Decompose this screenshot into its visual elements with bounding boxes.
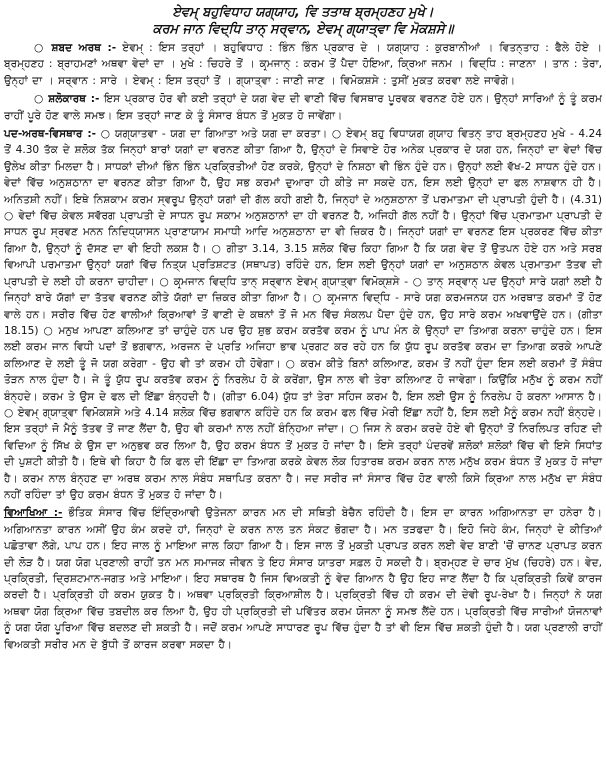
- shabad-arth-text: ਏਵਮ੍ : ਇਸ ਤਰ੍ਹਾਂ । ਬਹੁਵਿਧਾਹ : ਭਿੰਨ ਭਿੰਨ ਪ੍ਰਕਾਰ ਦੇ । ਯਗ੍ਯਾਹ : ਕੁਰਬਾਨੀਆਂ । ਵਿਤਨ੍ਤਾਹ : ਫੈਲੇ ਹੋਏ । ਬ੍ਰਮ੍ਹਣਹ : ਬ੍ਰਾਹਮਣਾਂ ਅਥਵਾ ਵੇਦਾਂ ਦਾ । ਮੁਖੇ : ਚਿਹਰੇ ਤੋਂ । ਕਰ੍ਮਜਾਨ੍ : ਕਰਮ ਤੋਂ ਪੈਦਾ ਹੋਇਆ, ਕ੍ਰਿਆ ਜਨਮ । ਵਿਦ੍ਧਿ : ਜਾਣਨਾ । ਤਾਨ : ਤੇਰਾ, ਉਨ੍ਹਾਂ ਦਾ । ਸਰ੍ਵਾਨ : ਸਾਰੇ । ਏਵਮ੍ : ਇਸ ਤਰ੍ਹਾਂ ਤੋਂ । ਗ੍ਯਾਤ੍ਵਾ : ਜਾਣੀ ਜਾਣ । ਵਿਮੋਕਸ਼ਸੇ : ਤੁਸੀਂ ਮੁਕਤ ਕਰਵਾ ਲਏ ਜਾਵੋਗੇ।: [4, 42, 603, 87]
- viakhia-paragraph: [4, 505, 602, 653]
- viakhia-label: ਵਿਆਖਿਆ :-: [4, 507, 63, 520]
- shabad-arth-paragraph: [4, 40, 602, 89]
- shlokarth-paragraph: [4, 91, 602, 124]
- viakhia-text: ਭੌਤਿਕ ਸੰਸਾਰ ਵਿੱਚ ਇੰਦ੍ਰਿਆਵੀ ਉਤੇਜਨਾ ਕਾਰਨ ਮਨ ਦੀ ਸਥਿਤੀ ਬੇਚੈਨ ਰਹਿੰਦੀ ਹੈ। ਇਸ ਦਾ ਕਾਰਨ ਅਗਿਆਨਤਾ ਦਾ ਹਨੇਰਾ ਹੈ। ਅਗਿਆਨਤਾ ਕਾਰਨ ਅਸੀਂ ਉਹ ਕੰਮ ਕਰਦੇ ਹਾਂ, ਜਿਨ੍ਹਾਂ ਦੇ ਕਰਨ ਨਾਲ ਤਨ ਸੰਕਟ ਭੋਗਦਾ ਹੈ। ਮਨ ਤੜਫਦਾ ਹੈ। ਇਹੋ ਜਿਹੇ ਕੰਮ, ਜਿਨ੍ਹਾਂ ਦੇ ਕੀਤਿਆਂ ਪਛੋਤਾਵਾ ਲੱਗੇ, ਪਾਪ ਹਨ। ਇਹ ਜਾਲ ਨੂੰ ਮਾਇਆ ਜਾਲ ਕਿਹਾ ਗਿਆ ਹੈ। ਇਸ ਜਾਲ ਤੋਂ ਮੁਕਤੀ ਪ੍ਰਾਪਤ ਕਰਨ ਲਈ ਵੇਦ ਬਾਣੀ 'ਚੋਂ ਚਾਨਣ ਪ੍ਰਾਪਤ ਕਰਨ ਦੀ ਲੋੜ ਹੈ। ਯਗ ਯੋਗ ਪ੍ਰਣਾਲੀ ਰਾਹੀਂ ਤਨ ਮਨ ਸਮਾਜਕ ਜੀਵਨ ਤੇ ਇਹ ਸੰਸਾਰ ਯਾਤਰਾ ਸਫ਼ਲ ਹੋ ਸਕਦੀ ਹੈ। ਬ੍ਰਮ੍ਹਣ ਦੇ ਚਾਰ ਮੁੱਖ (ਚਿਹਰੇ) ਹਨ। ਵੇਦ, ਪ੍ਰਕ੍ਰਿਤੀ, ਦ੍ਰਿਸ਼ਟਮਾਨ-ਜਗਤ ਅਤੇ ਮਾਇਆ। ਇਹ ਸਥਾਰਥ ਹੈ ਜਿਸ ਵਿਅਕਤੀ ਨੂੰ ਵੇਦ ਗਿਆਨ ਹੈ ਉਹ ਇਹ ਜਾਣ ਲੈਂਦਾ ਹੈ ਕਿ ਪ੍ਰਕ੍ਰਿਤੀ ਕਿਵੇਂ ਕਾਰਜ ਕਰਦੀ ਹੈ। ਪ੍ਰਕ੍ਰਿਤੀ ਹੀ ਕਰਮ ਯੁਕਤ ਹੈ। ਅਥਵਾ ਪ੍ਰਕ੍ਰਿਤੀ ਕ੍ਰਿਆਸ਼ੀਲ ਹੈ। ਪ੍ਰਕ੍ਰਿਤੀ ਵਿੱਚ ਹੀ ਕਰਮ ਦੀ ਦੇਵੀ ਰੂਪ-ਰੇਖਾ ਹੈ। ਜਿਨ੍ਹਾਂ ਨੇ ਯਗ ਅਥਵਾ ਯੋਗ ਕ੍ਰਿਆ ਵਿੱਚ ਤਬਦੀਲ ਕਰ ਲਿਆ ਹੈ, ਉਹ ਹੀ ਪ੍ਰਕ੍ਰਿਤੀ ਦੀ ਪਵਿੱਤਰ ਕਰਮ ਯੋਜਨਾ ਨੂੰ ਸਮਝ ਲੈਂਦੇ ਹਨ। ਪ੍ਰਕ੍ਰਿਤੀ ਵਿੱਚ ਸਾਰੀਆਂ ਯੋਜਨਾਵਾਂ ਨੂੰ ਯਗ ਯੋਗ ਪੂਰਿਆ ਵਿੱਚ ਬਦਲਣ ਦੀ ਸ਼ਕਤੀ ਹੈ। ਜਦੋਂ ਕਰਮ ਆਪਣੇ ਸਾਧਾਰਣ ਰੂਪ ਵਿੱਚ ਹੁੰਦਾ ਹੈ ਤਾਂ ਵੀ ਇਸ ਵਿੱਚ ਸ਼ਕਤੀ ਹੁੰਦੀ ਹੈ। ਯਗ ਪ੍ਰਣਾਲੀ ਰਾਹੀਂ ਵਿਅਕਤੀ ਸਰੀਰ ਮਨ ਦੇ ਬੁੱਧੀ ਤੋਂ ਕਾਰਜ ਕਰਵਾ ਸਕਦਾ ਹੈ।: [4, 507, 602, 651]
- pad-arth-paragraph: [4, 126, 602, 503]
- shlokarth-label: ○ ਸ਼ਲੋਕਾਰਥ :-: [34, 93, 100, 106]
- pad-arth-text: ○ ਯਗ੍ਯਾਤਵਾ - ਯਗ ਦਾ ਗਿਆਤਾ ਅਤੇ ਯਗ ਦਾ ਕਰਤਾ। ○ ਏਵਮ੍ ਬਹੁ ਵਿਧਾਯਗ ਗ੍ਯਾਹ ਵਿਤਨ੍ ਤਾਹ ਬ੍ਰਮ੍ਹਣਹ ਮੁਖੇ - 4.24 ਤੋਂ 4.30 ਤੱਕ ਦੇ ਸ਼ਲੋਕ ਤੱਕ ਜਿਨ੍ਹਾਂ ਬਾਰਾਂ ਯਗਾਂ ਦਾ ਵਰਨਣ ਕੀਤਾ ਗਿਆ ਹੈ, ਉਨ੍ਹਾਂ ਦੇ ਸਿਵਾਏ ਹੋਰ ਅਨੇਕ ਪ੍ਰਕਾਰ ਦੇ ਯਗ ਹਨ, ਜਿਨ੍ਹਾਂ ਦਾ ਵੇਦਾਂ ਵਿੱਚ ਉਲੇਖ ਕੀਤਾ ਮਿਲਦਾ ਹੈ। ਸਾਧਕਾਂ ਦੀਆਂ ਭਿੰਨ ਭਿੰਨ ਪ੍ਰਕ੍ਰਿਤੀਆਂ ਹੋਣ ਕਰਕੇ, ਉਨ੍ਹਾਂ ਦੇ ਨਿਸ਼ਠਾ ਵੀ ਭਿੰਨ ਹੁੰਦੇ ਹਨ। ਉਨ੍ਹਾਂ ਲਈ ਵੱਖ-2 ਸਾਧਨ ਹੁੰਦੇ ਹਨ। ਵੇਦਾਂ ਵਿੱਚ ਅਨੁਸ਼ਠਾਨਾ ਦਾ ਵਰਨਣ ਕੀਤਾ ਗਿਆ ਹੈ, ਉਹ ਸਭ ਕਰਮਾਂ ਦੁਆਰਾ ਹੀ ਕੀਤੇ ਜਾ ਸਕਦੇ ਹਨ, ਇਸ ਲਈ ਉਨ੍ਹਾਂ ਦਾ ਫਲ ਨਾਸ਼ਵਾਨ ਹੀ ਹੈ। ਅਨਿਤਸ਼ੀ ਨਹੀਂ। ਇਥੇ ਨਿਸ਼ਕਾਮ ਕਰਮ ਸ੍ਵਰੂਪ ਉਨ੍ਹਾਂ ਯਗਾਂ ਦੀ ਗੱਲ ਕਹੀ ਗਈ ਹੈ, ਜਿਨ੍ਹਾਂ ਦੇ ਅਨੁਸ਼ਠਾਨਾ ਤੋਂ ਪਰਮਾਤਮਾ ਦੀ ਪ੍ਰਾਪਤੀ ਹੁੰਦੀ ਹੈ। (4.31) ○ ਵੇਦਾਂ ਵਿੱਚ ਕੇਵਲ ਸਵੱਰਗ ਪ੍ਰਾਪਤੀ ਦੇ ਸਾਧਨ ਰੂਪ ਸਕਾਮ ਅਨੁਸ਼ਠਾਨਾਂ ਦਾ ਹੀ ਵਰਨਣ ਹੈ, ਅਜਿਹੀ ਗੱਲ ਨਹੀਂ ਹੈ। ਉਨ੍ਹਾਂ ਵਿੱਚ ਪ੍ਰਮਾਤਮਾ ਪ੍ਰਾਪਤੀ ਦੇ ਸਾਧਨ ਰੂਪ ਸ੍ਰਵਣ ਮਨਨ ਨਿਦਿਧ੍ਯਾਸਨ ਪ੍ਰਾਣਾਯਾਮ ਸਮਾਧੀ ਆਦਿ ਅਨੁਸ਼ਠਾਨਾ ਦਾ ਵੀ ਜ਼ਿਕਰ ਹੈ। ਜਿਨ੍ਹਾਂ ਯਗਾਂ ਦਾ ਵਰਨਣ ਇਸ ਪ੍ਰਕਰਣ ਵਿੱਚ ਕੀਤਾ ਗਿਆ ਹੈ, ਉਨ੍ਹਾਂ ਨੂੰ ਦੱਸਣ ਦਾ ਵੀ ਇਹੀ ਲਕਸ਼ ਹੈ। ○ ਗੀਤਾ 3.14, 3.15 ਸ਼ਲੋਕ ਵਿੱਚ ਕਿਹਾ ਗਿਆ ਹੈ ਕਿ ਯਗ ਵੇਦ ਤੋਂ ਉਤਪਨ ਹੋਏ ਹਨ ਅਤੇ ਸਰਬ ਵਿਆਪੀ ਪਰਮਾਤਮਾ ਉਨ੍ਹਾਂ ਯਗਾਂ ਵਿੱਚ ਨਿਤ੍ਯ ਪ੍ਰਤਿਸ਼ਟਤ (ਸਥਾਪਤ) ਰਹਿੰਦੇ ਹਨ, ਇਸ ਲਈ ਉਨ੍ਹਾਂ ਯਗਾਂ ਦਾ ਅਨੁਸ਼ਠਾਨ ਕੇਵਲ ਪ੍ਰਮਾਤਮਾ ਤੱਤਵ ਦੀ ਪ੍ਰਾਪਤੀ ਦੇ ਲਈ ਹੀ ਕਰਨਾ ਚਾਹੀਦਾ। ○ ਕਰ੍ਮਜਾਨ ਵਿਦ੍ਧਿ ਤਾਨ੍ ਸਰ੍ਵਾਨ ਏਵਮ੍ ਗ੍ਯਾਤ੍ਵਾ ਵਿਮੋਕ੍ਸ਼ਸੇ - ○ ਤਾਨ੍ ਸਰ੍ਵਾਨ੍ ਪਦ ਉਨ੍ਹਾਂ ਸਾਰੇ ਯਗਾਂ ਲਈ ਹੈ ਜਿਨ੍ਹਾਂ ਬਾਰੇ ਯੱਗਾਂ ਦਾ ਤੱਤਵ ਵਰਨਣ ਕੀਤੇ ਯੱਗਾਂ ਦਾ ਜ਼ਿਕਰ ਕੀਤਾ ਗਿਆ ਹੈ। ○ ਕਰ੍ਮਜਾਨ ਵਿਦ੍ਧਿ - ਸਾਰੇ ਯਗ ਕਰਮਜਨਯ ਹਨ ਅਰਥਾਤ ਕਰਮਾਂ ਤੋਂ ਹੋਣ ਵਾਲੇ ਹਨ। ਸਰੀਰ ਵਿੱਚ ਹੋਣ ਵਾਲੀਆਂ ਕ੍ਰਿਆਵਾਂ ਤੋਂ ਵਾਣੀ ਦੇ ਕਥਨਾਂ ਤੋਂ ਜੋ ਮਨ ਵਿੱਚ ਸੰਕਲਪ ਪੈਦਾ ਹੁੰਦੇ ਹਨ, ਉਹ ਸਾਰੇ ਕਰਮ ਅਖਵਾਉਂਦੇ ਹਨ। (ਗੀਤਾ 18.15) ○ ਮਨੁਖ ਆਪਣਾ ਕਲਿਆਣ ਤਾਂ ਚਾਹੁੰਦੇ ਹਨ ਪਰ ਉਹ ਸ਼ੁਭ ਕਰਮ ਕਰਤੱਵ ਕਰਮ ਨੂੰ ਪਾਪ ਮੰਨ ਕੇ ਉਨ੍ਹਾਂ ਦਾ ਤਿਆਗ ਕਰਨਾ ਚਾਹੁੰਦੇ ਹਨ। ਇਸ ਲਈ ਕਰਮ ਜਾਨ ਵਿਧੀ ਪਦਾਂ ਤੋਂ ਭਗਵਾਨ, ਅਰਜਨ ਦੇ ਪ੍ਰਤਿ ਅਜਿਹਾ ਭਾਵ ਪ੍ਰਗਟ ਕਰ ਰਹੇ ਹਨ ਕਿ ਯੁੱਧ ਰੂਪ ਕਰਤੱਵ ਕਰਮ ਦਾ ਤਿਆਗ ਕਰਕੇ ਆਪਣੇ ਕਲਿਆਣ ਦੇ ਲਈ ਤੂੰ ਜੋ ਯਗ ਕਰੇਗਾ - ਉਹ ਵੀ ਤਾਂ ਕਰਮ ਹੀ ਹੋਵੇਗਾ। ○ ਕਰਮ ਕੀਤੇ ਬਿਨਾਂ ਕਲਿਆਣ, ਕਰਮ ਤੋਂ ਨਹੀਂ ਹੁੰਦਾ ਇਸ ਲਈ ਕਰਮਾਂ ਤੋਂ ਸੰਬੰਧ ਤੋੜਨ ਨਾਲ ਹੁੰਦਾ ਹੈ। ਜੇ ਤੂੰ ਯੁੱਧ ਰੂਪ ਕਰਤੱਵ ਕਰਮ ਨੂੰ ਨਿਰਲੇਪ ਹੋ ਕੇ ਕਰੇਂਗਾ, ਉਸ ਨਾਲ ਵੀ ਤੇਰਾ ਕਲਿਆਣ ਹੋ ਜਾਵੇਗਾ। ਕਿਉਂਕਿ ਮਨੁੱਖ ਨੂੰ ਕਰਮ ਨਹੀਂ ਬੰਨ੍ਹਦੇ। ਕਰਮ ਤੇ ਉਸ ਦੇ ਫਲ ਦੀ ਇੱਛਾ ਬੰਨ੍ਹਦੀ ਹੈ। (ਗੀਤਾ 6.04) ਯੁੱਧ ਤਾਂ ਤੇਰਾ ਸਹਿਜ ਕਰਮ ਹੈ, ਇਸ ਲਈ ਉਸ ਨੂੰ ਨਿਰਲੇਪ ਹੋ ਕਰਨਾ ਆਸਾਨ ਹੈ। ○ ਏਵਮ੍ ਗ੍ਯਾਤ੍ਵਾ ਵਿਮੋਕਸ਼ਸੇ ਅਤੇ 4.14 ਸ਼ਲੋਕ ਵਿੱਚ ਭਗਵਾਨ ਕਹਿੰਦੇ ਹਨ ਕਿ ਕਰਮ ਫਲ ਵਿੱਚ ਮੇਰੀ ਇੱਛਾ ਨਹੀਂ ਹੈ, ਇਸ ਲਈ ਮੈਨੂੰ ਕਰਮ ਨਹੀਂ ਬੰਨ੍ਹਦੇ। ਇਸ ਤਰ੍ਹਾਂ ਜੋ ਮੈਨੂੰ ਤੱਤਵ ਤੋਂ ਜਾਣ ਲੈਂਦਾ ਹੈ, ਉਹ ਵੀ ਕਰਮਾਂ ਨਾਲ ਨਹੀਂ ਬੰਨ੍ਹਿਆ ਜਾਂਦਾ। ○ ਜਿਸ ਨੇ ਕਰਮ ਕਰਦੇ ਹੋਏ ਵੀ ਉਨ੍ਹਾਂ ਤੋਂ ਨਿਰਲਿਪਤ ਰਹਿਣ ਦੀ ਵਿਦਿਆ ਨੂੰ ਸਿੱਖ ਕੇ ਉਸ ਦਾ ਅਨੁਭਵ ਕਰ ਲਿਆ ਹੈ, ਉਹ ਕਰਮ ਬੰਧਨ ਤੋਂ ਮੁਕਤ ਹੋ ਜਾਂਦਾ ਹੈ। ਇਸੇ ਤਰ੍ਹਾਂ ਪੰਦਰਵੇਂ ਸ਼ਲੋਕਾਂ ਸ਼ਲੋਕਾਂ ਵਿੱਚ ਵੀ ਇਸੇ ਸਿਧਾਂਤ ਦੀ ਪੁਸ਼ਟੀ ਕੀਤੀ ਹੈ। ਇਥੇ ਵੀ ਕਿਹਾ ਹੈ ਕਿ ਫਲ ਦੀ ਇੱਛਾ ਦਾ ਤਿਆਗ ਕਰਕੇ ਕੇਵਲ ਲੋਕ ਹਿਤਾਰਥ ਕਰਮ ਕਰਨ ਨਾਲ ਮਨੁੱਖ ਕਰਮ ਬੰਧਨ ਤੋਂ ਮੁਕਤ ਹੋ ਜਾਂਦਾ ਹੈ। ਕਰਮ ਨਾਲ ਬੰਨ੍ਹਣ ਦਾ ਅਰਥ ਕਰਮ ਨਾਲ ਸੰਬੰਧ ਸਥਾਪਿਤ ਕਰਨਾ ਹੈ। ਜਦ ਸਰੀਰ ਜਾਂ ਸੰਸਾਰ ਵਿੱਚ ਹੋਣ ਵਾਲੀ ਕਿਸੇ ਕ੍ਰਿਆ ਨਾਲ ਮਨੁੱਖ ਦਾ ਸੰਬੰਧ ਨਹੀਂ ਰਹਿੰਦਾ ਤਾਂ ਉਹ ਕਰਮ ਬੰਧਨ ਤੋਂ ਮੁਕਤ ਹੋ ਜਾਂਦਾ ਹੈ।: [4, 128, 602, 501]
- verse-title-line-1: ਏਵਮ੍ ਬਹੁਵਿਧਾਹ ਯਗ੍ਯਾਹ, ਵਿ ਤਤਾਥ ਬ੍ਰਮ੍ਹਣਹ ਮੁਖੇ।: [172, 5, 434, 20]
- shabad-arth-label: ○ ਸ਼ਬਦ ਅਰਥ :-: [34, 42, 117, 54]
- shlokarth-text: ਇਸ ਪ੍ਰਕਾਰ ਹੋਰ ਵੀ ਕਈ ਤਰ੍ਹਾਂ ਦੇ ਯਗ ਵੇਦ ਦੀ ਵਾਣੀ ਵਿੱਚ ਵਿਸਥਾਰ ਪੂਰਵਕ ਵਰਨਣ ਹੋਏ ਹਨ। ਉਨ੍ਹਾਂ ਸਾਰਿਆਂ ਨੂੰ ਤੂੰ ਕਰਮ ਰਾਹੀਂ ਪੂਰੇ ਹੋਣ ਵਾਲੇ ਸਮਝ। ਇਸ ਤਰ੍ਹਾਂ ਜਾਣ ਕੇ ਤੂੰ ਸੰਸਾਰ ਬੰਧਨ ਤੋਂ ਮੁਕਤ ਹੋ ਜਾਵੇਂਗਾ।: [4, 93, 602, 122]
- verse-title-line-2: ਕਰਮ ਜਾਨ ਵਿਦ੍ਧਿ ਤਾਨ੍ ਸਰ੍ਵਾਨ, ਏਵਮ੍ ਗ੍ਯਾਤ੍ਵਾ ਵਿ ਮੋਕਸ਼ਸੇ॥: [152, 22, 454, 37]
- pad-arth-label: ਪਦ-ਅਰਥ-ਵਿਸਥਾਰ :-: [4, 128, 97, 141]
